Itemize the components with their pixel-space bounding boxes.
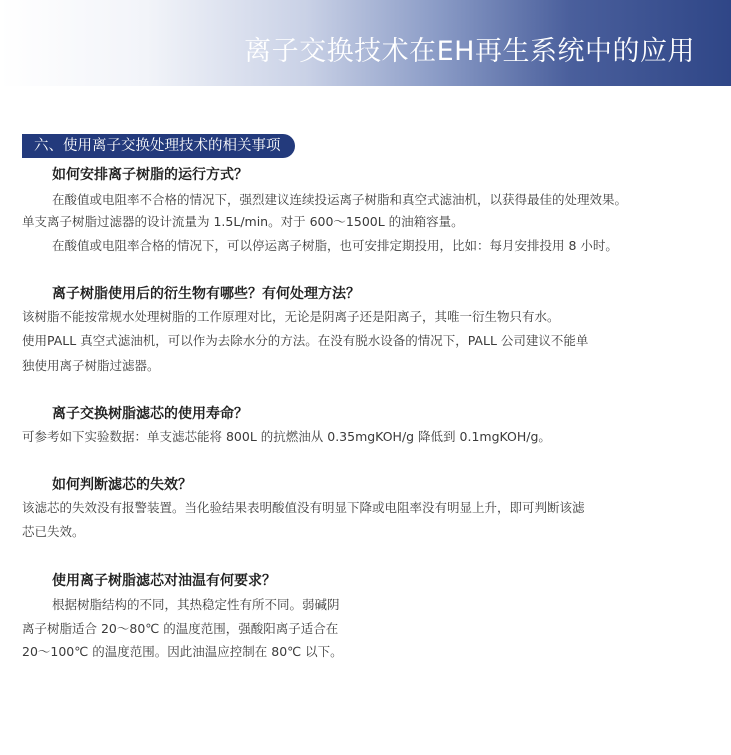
- answer-line: 该滤芯的失效没有报警装置。当化验结果表明酸值没有明显下降或电阻率没有明显上升，即可判断该滤: [22, 500, 585, 515]
- answer-line: 单支离子树脂过滤器的设计流量为 1.5L/min。对于 600～1500L 的油箱容量。: [22, 214, 464, 229]
- answer-line: 离子树脂适合 20～80℃ 的温度范围，强酸阳离子适合在: [22, 621, 339, 636]
- section-heading: 六、使用离子交换处理技术的相关事项: [22, 134, 295, 158]
- page-title: 离子交换技术在EH再生系统中的应用: [244, 36, 695, 67]
- answer-line: 20～100℃ 的温度范围。因此油温应控制在 80℃ 以下。: [22, 644, 343, 659]
- question-heading: 如何安排离子树脂的运行方式？: [52, 167, 248, 183]
- question-heading: 离子树脂使用后的衍生物有哪些？有何处理方法？: [52, 286, 360, 302]
- question-heading: 使用离子树脂滤芯对油温有何要求？: [52, 573, 276, 589]
- answer-line: 可参考如下实验数据：单支滤芯能将 800L 的抗燃油从 0.35mgKOH/g 降低到 0.1mgKOH/g。: [22, 429, 551, 444]
- answer-line: 使用PALL 真空式滤油机，可以作为去除水分的方法。在没有脱水设备的情况下，PALL 公司建议不能单: [22, 333, 589, 348]
- header-banner: [0, 0, 731, 86]
- answer-line: 在酸值或电阻率不合格的情况下，强烈建议连续投运离子树脂和真空式滤油机，以获得最佳的处理效果。: [52, 192, 628, 207]
- answer-line: 该树脂不能按常规水处理树脂的工作原理对比，无论是阴离子还是阳离子，其唯一衍生物只有水。: [22, 309, 560, 324]
- answer-line: 根据树脂结构的不同，其热稳定性有所不同。弱碱阴: [52, 597, 340, 612]
- answer-line: 在酸值或电阻率合格的情况下，可以停运离子树脂，也可安排定期投用，比如：每月安排投用 8 小时。: [52, 238, 618, 253]
- question-heading: 离子交换树脂滤芯的使用寿命？: [52, 406, 248, 422]
- answer-line: 独使用离子树脂过滤器。: [22, 358, 160, 373]
- question-heading: 如何判断滤芯的失效？: [52, 477, 192, 493]
- answer-line: 芯已失效。: [22, 524, 85, 539]
